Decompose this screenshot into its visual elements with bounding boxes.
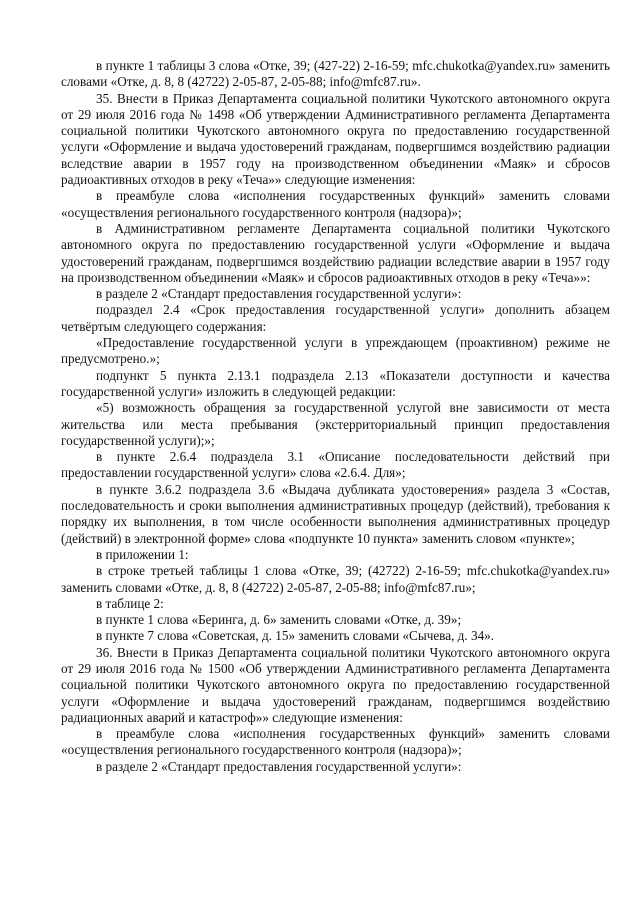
paragraph: в преамбуле слова «исполнения государственных функций» заменить словами «осуществления регионального государственного контроля (надзора)»; [61, 726, 610, 758]
paragraph: в разделе 2 «Стандарт предоставления государственной услуги»: [96, 286, 462, 302]
paragraph: в пункте 3.6.2 подраздела 3.6 «Выдача дубликата удостоверения» раздела 3 «Состав, последовательность и сроки выполнения административных процедур (действий), требования к порядку их выполнения, в том числе особенности выполнения административных процедур (действий) в электронной форме» слова «подпункте 10 пункта» заменить словом «пункте»; [61, 481, 610, 546]
paragraph: в строке третьей таблицы 1 слова «Отке, 39; (42722) 2-16-59; mfc.chukotka@yandex.ru» заменить словами «Отке, д. 8, 8 (42722) 2-05-87, 2-05-88; info@mfc87.ru»; [61, 563, 610, 595]
paragraph: подпункт 5 пункта 2.13.1 подраздела 2.13 «Показатели доступности и качества государственной услуги» изложить в следующей редакции: [61, 367, 610, 399]
paragraph: в пункте 1 слова «Беринга, д. 6» заменить словами «Отке, д. 39»; [96, 612, 462, 628]
document-page [61, 58, 610, 775]
paragraph: «5) возможность обращения за государственной услугой вне зависимости от места жительства или места пребывания (экстерриториальный принцип предоставления государственной услуги);»; [61, 400, 610, 448]
paragraph: в преамбуле слова «исполнения государственных функций» заменить словами «осуществления регионального государственного контроля (надзора)»; [61, 188, 610, 220]
paragraph: в пункте 1 таблицы 3 слова «Отке, 39; (427-22) 2-16-59; mfc.chukotka@yandex.ru» заменить словами «Отке, д. 8, 8 (42722) 2-05-87, 2-05-88; info@mfc87.ru». [61, 58, 610, 90]
paragraph: в Административном регламенте Департамента социальной политики Чукотского автономного округа по предоставлению государственной услуги «Оформление и выдача удостоверений гражданам, подвергшимся воздействию радиации вследствие аварии в 1957 году на производственном объединении «Маяк» и сбросов радиоактивных отходов в реку «Теча»»: [61, 220, 610, 285]
paragraph: 35. Внести в Приказ Департамента социальной политики Чукотского автономного округа от 29 июля 2016 года № 1498 «Об утверждении Административного регламента Департамента социальной политики Чукотского автономного округа по предоставлению государственной услуги «Оформление и выдача удостоверений гражданам, подвергшимся воздействию радиации вследствие аварии в 1957 году на производственном объединении «Маяк» и сбросов радиоактивных отходов в реку «Теча»» следующие изменения: [61, 90, 610, 188]
paragraph: 36. Внести в Приказ Департамента социальной политики Чукотского автономного округа от 29 июля 2016 года № 1500 «Об утверждении Административного регламента Департамента социальной политики Чукотского автономного округа по предоставлению государственной услуги «Оформление и выдача удостоверений гражданам, подвергшимся воздействию радиационных аварий и катастроф»» следующие изменения: [61, 644, 610, 725]
paragraph: в пункте 2.6.4 подраздела 3.1 «Описание последовательности действий при предоставлении государственной услуги» слова «2.6.4. Для»; [61, 449, 610, 481]
paragraph: подраздел 2.4 «Срок предоставления государственной услуги» дополнить абзацем четвёртым следующего содержания: [61, 302, 610, 334]
paragraph: «Предоставление государственной услуги в упреждающем (проактивном) режиме не предусмотрено.»; [61, 335, 610, 367]
paragraph: в пункте 7 слова «Советская, д. 15» заменить словами «Сычева, д. 34». [96, 628, 495, 644]
paragraph: в приложении 1: [96, 546, 189, 562]
paragraph: в таблице 2: [96, 595, 164, 611]
paragraph: в разделе 2 «Стандарт предоставления государственной услуги»: [96, 758, 462, 774]
